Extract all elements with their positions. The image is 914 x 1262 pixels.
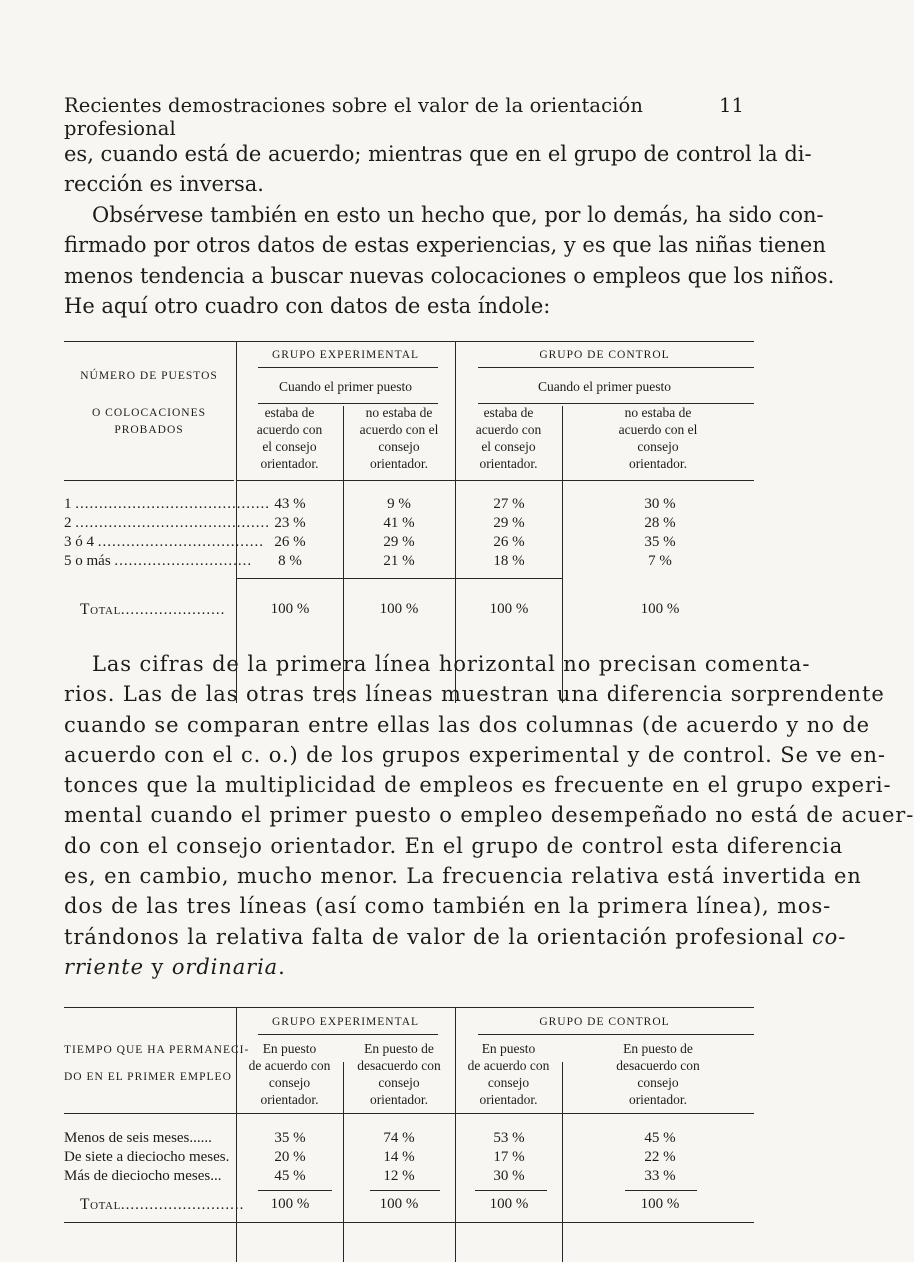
table-cell: 27 %	[493, 496, 525, 512]
table-cell: 8 %	[278, 553, 302, 569]
group-experimental-header: GRUPO EXPERIMENTAL	[271, 349, 420, 361]
table-cell: 35 %	[644, 534, 676, 550]
table-rule	[258, 1034, 438, 1035]
table-cell: 23 %	[274, 515, 306, 531]
table-rule	[64, 1113, 754, 1114]
table-row-label: 3 ó 4 ...................................	[64, 534, 264, 550]
table-cell: 45 %	[274, 1168, 306, 1184]
text-line: Las cifras de la primera línea horizontal no precisan comenta-	[92, 652, 811, 676]
text-line: acuerdo con el c. o.) de los grupos experimental y de control. Se ve en-	[64, 742, 886, 767]
text-line: firmado por otros datos de estas experiencias, y es que las niñas tienen	[64, 233, 826, 258]
table-cell: 21 %	[383, 553, 415, 569]
total-label: Total..........................	[80, 1196, 245, 1213]
table-cell: 22 %	[644, 1149, 676, 1165]
table-cell: 30 %	[644, 496, 676, 512]
paragraph-1	[64, 139, 812, 200]
table-rule	[236, 480, 754, 481]
table-cell: 29 %	[383, 534, 415, 550]
column-header: En puesto de acuerdo con consejo orientador.	[248, 1041, 331, 1107]
table-cell: 7 %	[648, 553, 672, 569]
table-row-label: 1 .........................................	[64, 496, 270, 512]
text-line: tonces que la multiplicidad de empleos es frecuente en el grupo experi-	[64, 773, 892, 798]
table-cell: 33 %	[644, 1168, 676, 1184]
table-rule	[64, 1222, 754, 1223]
paragraph-3	[64, 649, 914, 982]
table-cell: 41 %	[383, 515, 415, 531]
table-cell-total: 100 %	[640, 601, 680, 617]
running-header	[64, 94, 744, 140]
group-control-header: GRUPO DE CONTROL	[539, 349, 670, 361]
table-cell: 30 %	[493, 1168, 525, 1184]
column-header: no estaba de acuerdo con el consejo orientador.	[359, 405, 439, 471]
table-row-label: 5 o más .............................	[64, 553, 253, 569]
subheader-ctrl: Cuando el primer puesto	[537, 379, 672, 394]
table-row-label: 2 .........................................	[64, 515, 270, 531]
table-cell: 35 %	[274, 1130, 306, 1146]
row-header: NÚMERO DE PUESTOS	[80, 370, 218, 382]
table-rule	[258, 1190, 332, 1191]
table-cell: 17 %	[493, 1149, 525, 1165]
text-line: rriente y ordinaria.	[64, 954, 286, 979]
subheader-exp: Cuando el primer puesto	[278, 379, 413, 394]
row-header: TIEMPO QUE HA PERMANECI-	[64, 1044, 250, 1056]
text-line: Obsérvese también en esto un hecho que, por lo demás, ha sido con-	[92, 203, 824, 227]
table-row-label: Menos de seis meses......	[64, 1130, 212, 1146]
table-cell: 26 %	[274, 534, 306, 550]
table-cell: 12 %	[383, 1168, 415, 1184]
text-line: es, en cambio, mucho menor. La frecuencia relativa está invertida en	[64, 864, 862, 889]
group-control-header: GRUPO DE CONTROL	[539, 1016, 670, 1028]
table-cell-total: 100 %	[640, 1196, 680, 1212]
text-line: es, cuando está de acuerdo; mientras que en el grupo de control la di-	[64, 142, 812, 166]
table-rule	[64, 1007, 754, 1008]
page-number: 11	[718, 94, 744, 117]
table-cell: 29 %	[493, 515, 525, 531]
total-label: Total......................	[80, 601, 226, 618]
text-line: trándonos la relativa falta de valor de la orientación profesional co-	[64, 924, 847, 949]
column-header: estaba de acuerdo con el consejo orientador.	[256, 405, 323, 471]
table-cell-total: 100 %	[489, 1196, 529, 1212]
text-line: menos tendencia a buscar nuevas colocaciones o empleos que los niños.	[64, 263, 835, 288]
text-line: dos de las tres líneas (así como también en la primera línea), mos-	[64, 894, 832, 919]
table-rule	[64, 480, 234, 481]
table-cell-total: 100 %	[379, 601, 419, 617]
running-title: Recientes demostraciones sobre el valor de la orientación profesional	[64, 94, 644, 140]
table-rule	[478, 367, 754, 368]
table-cell: 28 %	[644, 515, 676, 531]
table-cell: 14 %	[383, 1149, 415, 1165]
table-cell-total: 100 %	[379, 1196, 419, 1212]
table-cell: 9 %	[387, 496, 411, 512]
table-cell: 74 %	[383, 1130, 415, 1146]
table-rule	[370, 1190, 440, 1191]
paragraph-2	[64, 200, 835, 321]
table-rule	[64, 341, 754, 342]
column-header: En puesto de desacuerdo con consejo orientador.	[357, 1041, 441, 1107]
text-line: mental cuando el primer puesto o empleo desempeñado no está de acuer-	[64, 803, 914, 828]
table-cell-total: 100 %	[270, 1196, 310, 1212]
text-line: He aquí otro cuadro con datos de esta índole:	[64, 293, 551, 318]
column-header: no estaba de acuerdo con el consejo orientador.	[618, 405, 698, 471]
table-cell: 26 %	[493, 534, 525, 550]
table-cell-total: 100 %	[489, 601, 529, 617]
table-rule	[625, 1190, 697, 1191]
table-rule	[258, 367, 438, 368]
table-cell: 53 %	[493, 1130, 525, 1146]
group-experimental-header: GRUPO EXPERIMENTAL	[271, 1016, 420, 1028]
table-cell: 18 %	[493, 553, 525, 569]
text-line: rección es inversa.	[64, 172, 264, 197]
table-cell-total: 100 %	[270, 601, 310, 617]
text-line: rios. Las de las otras tres líneas muestran una diferencia sorprendente	[64, 682, 885, 707]
table-cell: 45 %	[644, 1130, 676, 1146]
column-header: estaba de acuerdo con el consejo orientador.	[475, 405, 542, 471]
table-rule	[475, 1190, 547, 1191]
column-header: En puesto de desacuerdo con consejo orientador.	[616, 1041, 700, 1107]
table-row-label: De siete a dieciocho meses.	[64, 1149, 230, 1165]
table-cell: 43 %	[274, 496, 306, 512]
table-rule	[236, 578, 455, 579]
row-header: O COLOCACIONES PROBADOS	[92, 407, 206, 436]
text-line: cuando se comparan entre ellas las dos columnas (de acuerdo y no de	[64, 712, 870, 737]
table-rule	[455, 578, 562, 579]
text-line: do con el consejo orientador. En el grupo de control esta diferencia	[64, 833, 844, 858]
table-row-label: Más de dieciocho meses...	[64, 1168, 222, 1184]
table-rule	[478, 1034, 754, 1035]
column-header: En puesto de acuerdo con consejo orientador.	[467, 1041, 550, 1107]
row-header: DO EN EL PRIMER EMPLEO	[64, 1071, 232, 1083]
table-cell: 20 %	[274, 1149, 306, 1165]
